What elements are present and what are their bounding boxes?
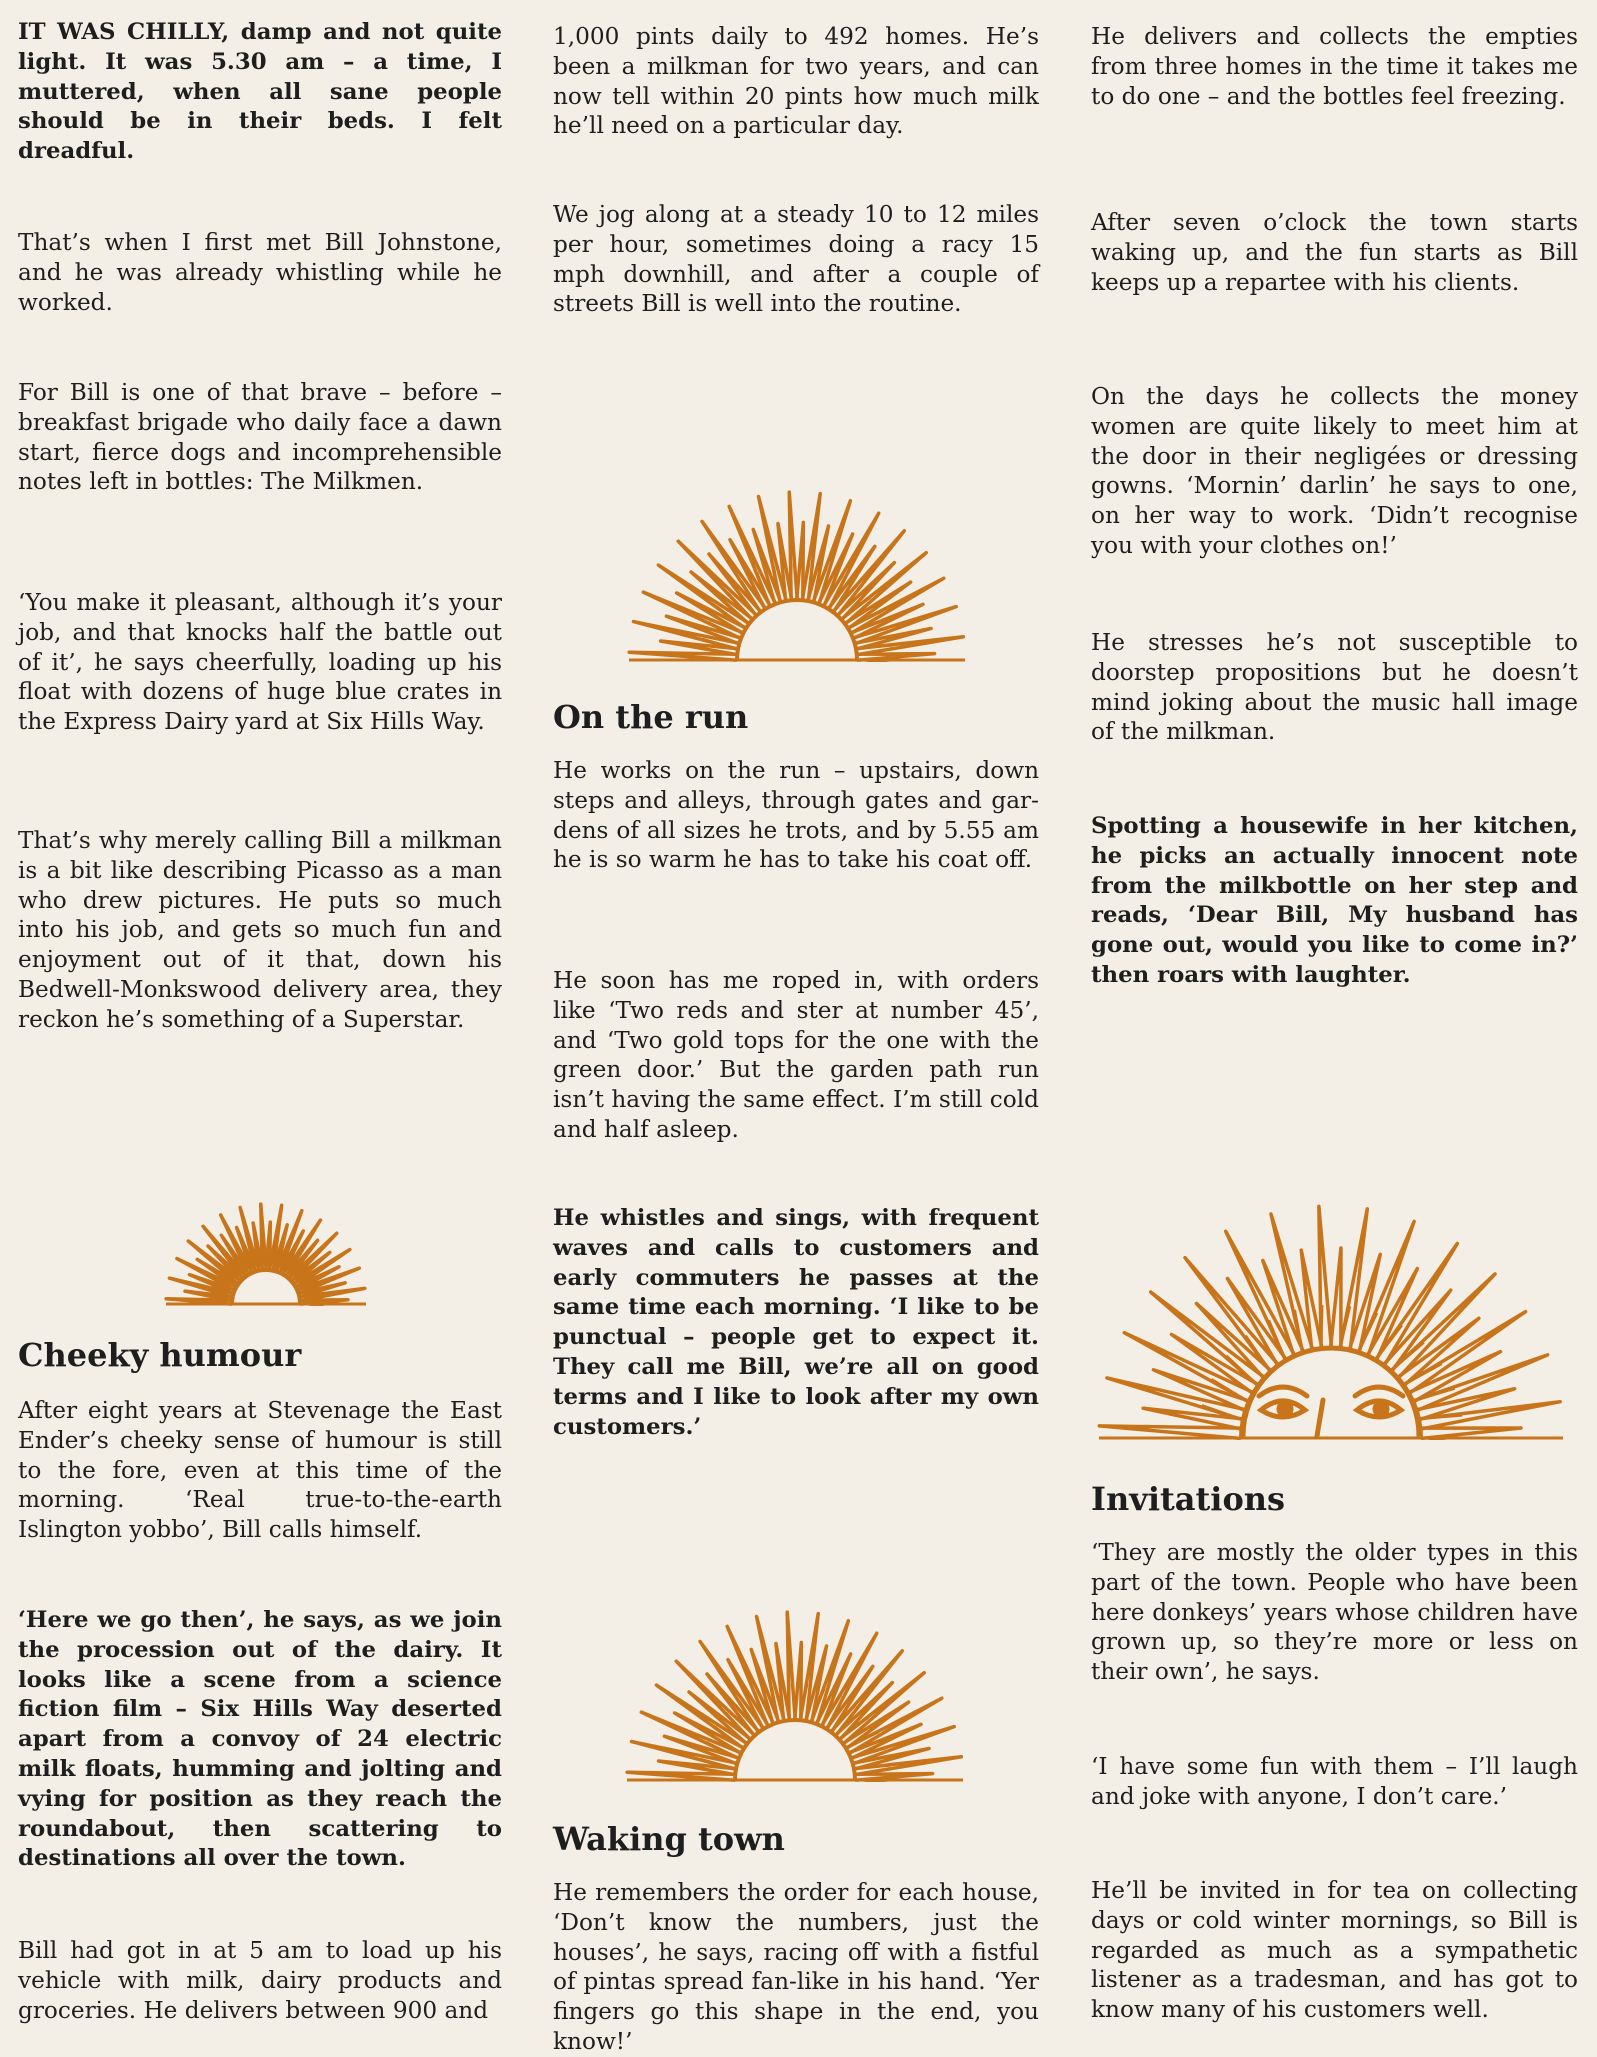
section-heading: Cheeky humour <box>18 1336 502 1374</box>
section-heading: Invitations <box>1091 1480 1578 1518</box>
paragraph: On the days he collects the money women are quite likely to meet him at the door in their negligées or dressing gowns. ‘Mornin’ darlin’ he says to one, on her way to work. ‘Didn’t recognise you with your clothes on!’ <box>1091 382 1578 561</box>
paragraph: We jog along at a steady 10 to 12 miles per hour, sometimes doing a racy 15 mph downhill, and after a couple of streets Bill is well into the routine. <box>553 200 1039 319</box>
paragraph: ‘I have some fun with them – I’ll laugh and joke with anyone, I don’t care.’ <box>1091 1752 1578 1812</box>
paragraph: He soon has me roped in, with orders like ‘Two reds and ster at number 45’, and ‘Two gold tops for the one with the green door.’ But the garden path run isn’t having the same effect. I’m still cold and half asleep. <box>553 966 1039 1145</box>
sun-ray <box>795 1642 802 1720</box>
paragraph: That’s why merely calling Bill a milkman is a bit like describing Picasso as a man who drew pictures. He puts so much into his job, and gets so much fun and enjoyment out of it that, down his Bedwell-Monkswood delivery area, they reckon he’s something of a Superstar. <box>18 826 502 1035</box>
sunrise-with-face-illustration <box>1091 1200 1571 1440</box>
paragraph: ‘They are mostly the older types in this part of the town. People who have been here donkeys’ years whose children have grown up, so they’re more or less on their own’, he says. <box>1091 1538 1578 1687</box>
sun-ray <box>1331 1248 1341 1349</box>
sun-ray <box>789 492 797 600</box>
paragraph: He remembers the order for each house, ‘Don’t know the numbers, just the houses’, he says, racing off with a fistful of pintas spread fan-like in his hand. ‘Yer fingers go this shape in the end, you know!’ <box>553 1878 1039 2057</box>
paragraph: He whistles and sings, with frequent waves and calls to customers and early commuters he passes at the same time each morning. ‘I like to be punctual – people get to expect it. They call me Bill, we’re all on good terms and I like to look after my own customers.’ <box>553 1204 1039 1442</box>
sunrise-illustration <box>565 1606 1025 1782</box>
paragraph: ‘You make it pleasant, although it’s your job, and that knocks half the battle out of it’, he says cheerfully, loading up his float with dozens of huge blue crates in the Express Dairy yard at Six Hills Way. <box>18 588 502 737</box>
sunrise-illustration <box>567 486 1027 662</box>
paragraph: That’s when I first met Bill Johnstone, and he was already whistling while he worked. <box>18 228 502 317</box>
paragraph: He’ll be invited in for tea on collecting days or cold winter mornings, so Bill is regarded as much as a sympathetic listener as a tradesman, and has got to know many of his customers well. <box>1091 1876 1578 2025</box>
paragraph: After eight years at Stevenage the East Ender’s cheeky sense of humour is still to the fore, even at this time of the morning. ‘Real true-to-the-earth Islington yobbo’, Bill calls himself. <box>18 1396 502 1545</box>
sun-face <box>1243 1348 1419 1436</box>
opening-paragraph: IT WAS CHILLY, damp and not quite light. It was 5.30 am – a time, I muttered, when all sane people should be in their beds. I felt dreadful. <box>18 18 502 167</box>
sunrise-illustration <box>66 1196 466 1306</box>
sun-ray <box>797 522 804 600</box>
section-heading: On the run <box>553 698 1039 736</box>
paragraph: For Bill is one of that brave – before – breakfast brigade who daily face a dawn start, fierce dogs and incomprehensible notes left in bottles: The Milkmen. <box>18 378 502 497</box>
paragraph: Bill had got in at 5 am to load up his vehicle with milk, dairy products and groceries. He delivers between 900 and <box>18 1936 502 2025</box>
paragraph: He stresses he’s not susceptible to doorstep propositions but he doesn’t mind joking about the music hall image of the milkman. <box>1091 628 1578 747</box>
paragraph: After seven o’clock the town starts waking up, and the fun starts as Bill keeps up a repartee with his clients. <box>1091 208 1578 297</box>
paragraph: He works on the run – upstairs, down steps and alleys, through gates and gardens of all sizes he trots, and by 5.55 am he is so warm he has to take his coat off. <box>553 756 1039 875</box>
paragraph: ‘Here we go then’, he says, as we join the procession out of the dairy. It looks like a scene from a science fiction film – Six Hills Way deserted apart from a convoy of 24 electric milk floats, humming and jolting and vying for position as they reach the roundabout, then scattering to destinations all over the town. <box>18 1606 502 1874</box>
paragraph: Spotting a housewife in her kitchen, he picks an actually innocent note from the milkbottle on her step and reads, ‘Dear Bill, My husband has gone out, would you like to come in?’ then roars with laughter. <box>1091 812 1578 991</box>
paragraph: He delivers and collects the empties from three homes in the time it takes me to do one – and the bottles feel freezing. <box>1091 22 1578 111</box>
sun-ray <box>1319 1206 1332 1348</box>
sun-ray <box>787 1612 795 1720</box>
section-heading: Waking town <box>553 1820 1039 1858</box>
paragraph: 1,000 pints daily to 492 homes. He’s been a milkman for two years, and can now tell within 20 pints how much milk he’ll need on a particular day. <box>553 22 1039 141</box>
